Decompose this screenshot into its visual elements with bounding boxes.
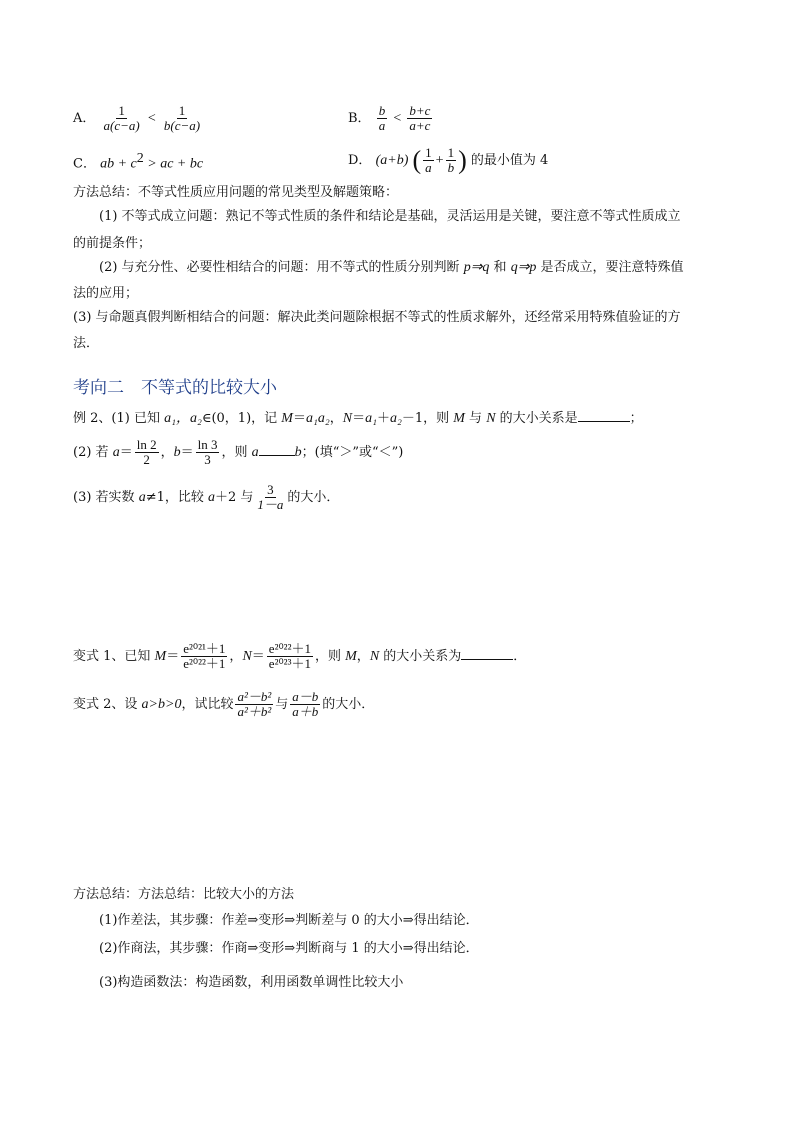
summary2-s1: (1)作差法，其步骤：作差⇒变形⇒判断差与 0 的大小⇒得出结论． bbox=[99, 913, 479, 928]
answer-blank[interactable] bbox=[259, 443, 295, 456]
summary1-p2-l2: 法的应用； bbox=[73, 286, 139, 301]
summary1-title: 方法总结：不等式性质应用问题的常见类型及解题策略： bbox=[73, 185, 399, 200]
answer-blank[interactable] bbox=[578, 409, 630, 422]
variant1: 变式 1、已知 M＝ $\frac{\text{e²⁰²¹＋1}}{\text{e²⁰²²＋1}}$ ，N＝ $\frac{\text{e²⁰²²＋1}}{\text{e²⁰²³＋1}}$ ，则 M，N 的大小关系为 ． bbox=[73, 641, 527, 671]
summary1-p1-l1: (1) 不等式成立问题：熟记不等式性质的条件和结论是基础，灵活运用是关键，要注意不等式性质成立 bbox=[99, 209, 681, 224]
option-a-rhs: $\frac{1}{b(c-a)}$ bbox=[163, 103, 201, 133]
summary2-title: 方法总结：方法总结：比较大小的方法 bbox=[73, 887, 295, 902]
example2-q2: (2) 若 a＝ $\frac{\ln 2}{2}$ ，b＝ $\frac{\ln 3}{3}$ ，则 a b；(填“＞”或“＜”) bbox=[73, 437, 404, 467]
option-c: C． ab + $c^2$ > ac + bc bbox=[73, 151, 204, 172]
option-b: B． $\frac{b}{a}$ < $\frac{b+c}{a+c}$ bbox=[348, 103, 431, 133]
summary1-p2-l1: (2) 与充分性、必要性相结合的问题：用不等式的性质分别判断 p⇒q 和 q⇒p 是否成立，要注意特殊值 bbox=[99, 260, 684, 275]
answer-blank[interactable] bbox=[461, 647, 513, 660]
example2-q3: (3) 若实数 a≠1，比较 a＋2 与 $\frac{3}{1-a}$ 的大小． bbox=[73, 482, 340, 512]
summary2-s3: (3)构造函数法：构造函数，利用函数单调性比较大小 bbox=[99, 975, 404, 990]
section-title: 考向二 不等式的比较大小 bbox=[73, 378, 277, 398]
example2-q1: 例 2、(1) 已知 a₁，a₂∈(0，1)，记 M＝a₁a₂，N＝a₁＋a₂－1，则 M 与 N 的大小关系是 ； bbox=[73, 411, 643, 426]
summary2-s2: (2)作商法，其步骤：作商⇒变形⇒判断商与 1 的大小⇒得出结论． bbox=[99, 941, 479, 956]
summary1-p1-l2: 的前提条件； bbox=[73, 236, 152, 251]
option-b-lhs: $\frac{b}{a}$ bbox=[378, 103, 386, 133]
summary1-p3-l1: (3) 与命题真假判断相结合的问题：解决此类问题除根据不等式的性质求解外，还经常采用特殊值验证的方 bbox=[73, 310, 681, 325]
variant2: 变式 2、设 a>b>0，试比较 $\frac{\text{a²－b²}}{\text{a²＋b²}}$ 与 $\frac{a-b}{a+b}$ 的大小． bbox=[73, 689, 375, 719]
option-a: A． $\frac{1}{a(c-a)}$ < $\frac{1}{b(c-a)}$ bbox=[73, 103, 201, 133]
summary1-p3-l2: 法． bbox=[73, 336, 100, 351]
option-a-lhs: $\frac{1}{a(c-a)}$ bbox=[103, 103, 140, 133]
option-d: D． (a+b) ( $\frac{1}{a}$ + $\frac{1}{b}$ ) 的最小值为 4 bbox=[348, 145, 549, 175]
option-b-rhs: $\frac{b+c}{a+c}$ bbox=[409, 103, 431, 133]
